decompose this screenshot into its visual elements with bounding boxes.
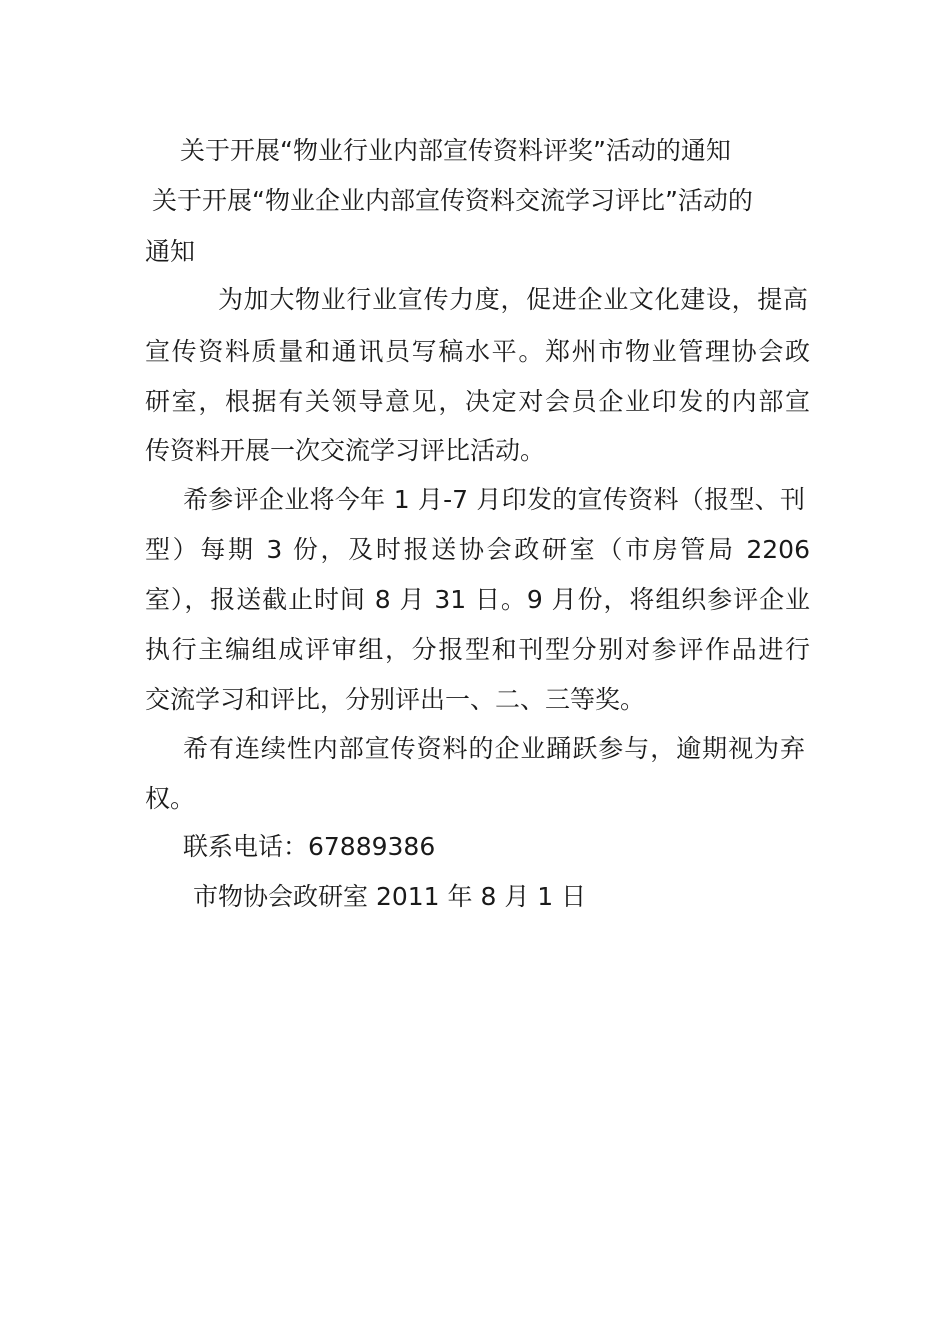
document-subtitle-line-1: 关于开展“物业企业内部宣传资料交流学习评比”活动的 [152, 186, 753, 215]
paragraph-3-line-2: 权。 [145, 784, 196, 813]
document-subtitle-line-2: 通知 [145, 237, 196, 266]
paragraph-2-line-2: 型）每期 3 份，及时报送协会政研室（市房管局 2206 [145, 535, 810, 564]
paragraph-2-line-1: 希参评企业将今年 1 月-7 月印发的宣传资料（报型、刊 [183, 485, 805, 514]
contact-phone: 联系电话：67889386 [183, 832, 436, 861]
paragraph-3-line-1: 希有连续性内部宣传资料的企业踊跃参与，逾期视为弃 [183, 734, 805, 763]
signature-date: 市物协会政研室 2011 年 8 月 1 日 [193, 882, 587, 911]
paragraph-2-line-4: 执行主编组成评审组，分报型和刊型分别对参评作品进行 [145, 635, 810, 664]
paragraph-1-line-4: 传资料开展一次交流学习评比活动。 [145, 436, 546, 465]
document-title: 关于开展“物业行业内部宣传资料评奖”活动的通知 [180, 136, 731, 165]
paragraph-2-line-5: 交流学习和评比，分别评出一、二、三等奖。 [145, 685, 646, 714]
paragraph-1-line-2: 宣传资料质量和通讯员写稿水平。郑州市物业管理协会政 [145, 337, 810, 366]
paragraph-1-line-3: 研室，根据有关领导意见，决定对会员企业印发的内部宣 [145, 387, 810, 416]
paragraph-1-line-1: 为加大物业行业宣传力度，促进企业文化建设，提高 [218, 285, 808, 314]
paragraph-2-line-3: 室），报送截止时间 8 月 31 日。9 月份，将组织参评企业 [145, 585, 810, 614]
